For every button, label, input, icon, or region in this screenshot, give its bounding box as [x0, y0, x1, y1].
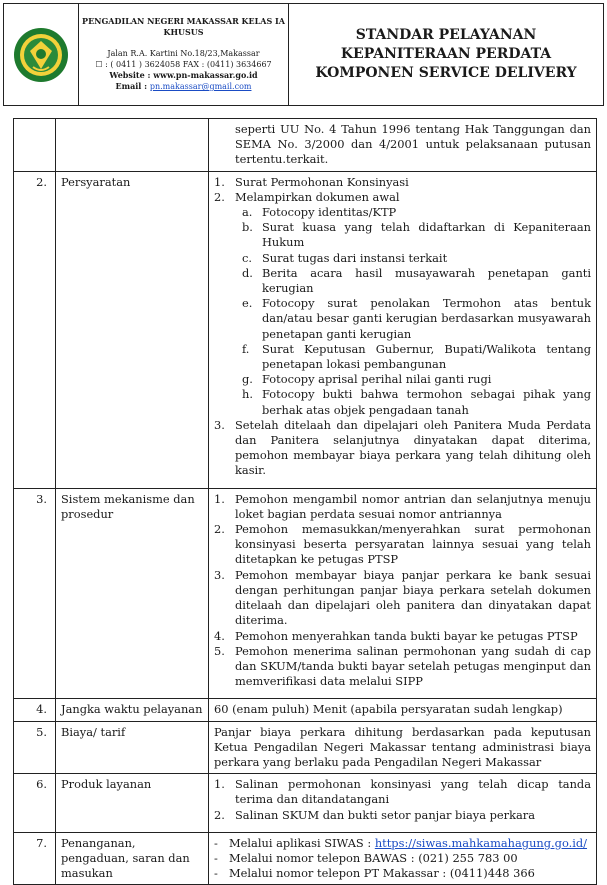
row-content [209, 832, 597, 885]
phone-icon: ☐ [95, 60, 103, 69]
list-marker: - [214, 850, 218, 865]
court-name: PENGADILAN NEGERI MAKASSAR KELAS IA KHUSUS [82, 16, 285, 37]
row-number: 5. [14, 721, 56, 774]
court-address: Jalan R.A. Kartini No.18/23,Makassar [107, 49, 260, 58]
title-line-3: KOMPONEN SERVICE DELIVERY [315, 65, 577, 81]
service-standard-table [13, 118, 597, 885]
title-line-1: STANDAR PELAYANAN [355, 27, 537, 43]
row-label: Jangka waktu pelayanan [56, 699, 209, 721]
continuation-text: seperti UU No. 4 Tahun 1996 tentang Hak Tanggungan dan SEMA No. 3/2000 dan 4/2001 untuk pelaksanaan putusan tertentu.terkait. [235, 122, 591, 167]
list-text: Pemohon menyerahkan tanda bukti bayar ke petugas PTSP [235, 628, 578, 643]
row-content [209, 119, 597, 172]
court-website: Website : www.pn-makassar.go.id [109, 70, 258, 80]
list-text: Salinan SKUM dan bukti setor panjar biaya perkara [235, 807, 536, 822]
row-number: 2. [14, 171, 56, 488]
row-content [209, 488, 597, 699]
sublist-item [214, 342, 591, 372]
list-marker: - [214, 835, 218, 850]
list-marker: b. [242, 220, 253, 235]
row-content: Panjar biaya perkara dihitung berdasarkan pada keputusan Ketua Pengadilan Negeri Makassar tentang administrasi biaya perkara yang berlaku pada Pengadilan Negeri Makassar [209, 721, 597, 774]
complaint-channel-list [214, 836, 591, 882]
list-item [214, 492, 591, 522]
list-text: Pemohon memasukkan/menyerahkan surat permohonan konsinyasi beserta persyaratan lainnya sesuai yang telah ditetapkan ke petugas PTSP [235, 522, 591, 567]
table-row [14, 171, 597, 488]
list-item [214, 522, 591, 568]
list-marker: 1. [214, 777, 225, 792]
product-list [214, 777, 591, 823]
row-number [14, 119, 56, 172]
list-marker: 1. [214, 174, 225, 189]
court-phone [79, 59, 288, 70]
requirements-list [214, 175, 591, 205]
row-label: Biaya/ tarif [56, 721, 209, 774]
list-marker: 4. [214, 628, 225, 643]
list-marker: 2. [214, 807, 225, 822]
sublist-item [214, 266, 591, 296]
list-text: Pemohon membayar biaya panjar perkara ke bank sesuai dengan perhitungan panjar biaya perkara setelah dokumen ditelaah dan dipelajari oleh panitera dan dinyatakan dapat diterima. [235, 567, 591, 628]
list-item [214, 175, 591, 190]
list-marker: 3. [214, 567, 225, 582]
table-row [14, 699, 597, 721]
list-item [214, 568, 591, 629]
list-marker: f. [242, 341, 250, 356]
sublist-item [214, 372, 591, 387]
document-header [3, 3, 604, 106]
table-row [14, 119, 597, 172]
sublist-item [214, 205, 591, 220]
list-text: Surat Keputusan Gubernur, Bupati/Walikota tentang penetapan lokasi pembangunan [262, 341, 591, 372]
list-marker: d. [242, 265, 253, 280]
row-label: Sistem mekanisme dan prosedur [56, 488, 209, 699]
list-marker: 2. [214, 522, 225, 537]
title-line-2: KEPANITERAAN PERDATA [340, 46, 552, 62]
list-item [214, 851, 591, 866]
list-text: Fotocopy surat penolakan Termohon atas bentuk dan/atau besar ganti kerugian berdasarkan musyawarah penetapan ganti kerugian [262, 296, 591, 341]
table-row [14, 832, 597, 885]
row-number: 3. [14, 488, 56, 699]
list-text: Fotocopy aprisal perihal nilai ganti rugi [262, 372, 492, 387]
row-label: Produk layanan [56, 774, 209, 833]
list-text: Surat Permohonan Konsinyasi [235, 174, 409, 189]
list-marker: a. [242, 205, 253, 220]
list-text: Melalui nomor telepon PT Makassar : (0411)448 366 [229, 866, 535, 881]
list-text: Melalui aplikasi SIWAS : [229, 835, 375, 850]
row-label: Persyaratan [56, 171, 209, 488]
list-marker: 5. [214, 643, 225, 658]
list-text: Surat tugas dari instansi terkait [262, 250, 448, 265]
list-marker: h. [242, 387, 253, 402]
row-number: 7. [14, 832, 56, 885]
list-text: Pemohon mengambil nomor antrian dan selanjutnya menuju loket bagian perdata sesuai nomor antriannya [235, 491, 591, 521]
list-item [214, 629, 591, 644]
table-row [14, 721, 597, 774]
list-text: Fotocopy identitas/KTP [262, 205, 397, 220]
list-marker: e. [242, 296, 253, 311]
siwas-link[interactable]: https://siwas.mahkamahagung.go.id/ [374, 835, 588, 850]
list-item [214, 808, 591, 823]
row-content: 60 (enam puluh) Menit (apabila persyaratan sudah lengkap) [209, 699, 597, 721]
document-sublist [214, 205, 591, 418]
sublist-item [214, 220, 591, 250]
list-item [214, 418, 591, 479]
list-item [214, 836, 591, 851]
list-marker: c. [242, 250, 253, 265]
list-item [214, 644, 591, 690]
list-item [214, 777, 591, 807]
row-number: 6. [14, 774, 56, 833]
email-link[interactable]: pn.makassar@gmail.com [149, 82, 252, 91]
row-content [209, 774, 597, 833]
row-label [56, 119, 209, 172]
list-item [214, 866, 591, 881]
table-row [14, 488, 597, 699]
document-title [289, 4, 603, 105]
sublist-item [214, 387, 591, 417]
list-text: Fotocopy bukti bahwa termohon sebagai pihak yang berhak atas objek pengadaan tanah [262, 387, 591, 417]
list-marker: 3. [214, 417, 225, 432]
list-marker: - [214, 866, 218, 881]
phone-text: : ( 0411 ) 3624058 FAX : (0411) 3634667 [105, 60, 272, 69]
list-text: Melalui nomor telepon BAWAS : (021) 255 783 00 [229, 850, 518, 865]
court-email [79, 81, 288, 92]
list-item [214, 190, 591, 205]
logo-cell [4, 4, 79, 105]
list-text: Berita acara hasil musayawarah penetapan ganti kerugian [262, 265, 591, 296]
court-emblem-icon [13, 27, 69, 83]
list-text: Salinan permohonan konsinyasi yang telah dicap tanda terima dan ditandatangani [235, 777, 591, 807]
procedure-list [214, 492, 591, 690]
requirements-list-cont [214, 418, 591, 479]
sublist-item [214, 296, 591, 342]
table-row [14, 774, 597, 833]
list-marker: g. [242, 372, 253, 387]
list-marker: 1. [214, 491, 225, 506]
list-marker: 2. [214, 189, 225, 204]
list-text: Pemohon menerima salinan permohonan yang sudah di cap dan SKUM/tanda bukti bayar setelah petugas menginput dan memverifikasi data melalui SIPP [235, 643, 591, 689]
row-label: Penanganan, pengaduan, saran dan masukan [56, 832, 209, 885]
court-info [79, 4, 289, 105]
row-content [209, 171, 597, 488]
row-number: 4. [14, 699, 56, 721]
email-label: Email : [115, 81, 150, 91]
list-text: Melampirkan dokumen awal [235, 189, 400, 204]
list-text: Surat kuasa yang telah didaftarkan di Kepaniteraan Hukum [262, 220, 591, 250]
sublist-item [214, 251, 591, 266]
list-text: Setelah ditelaah dan dipelajari oleh Panitera Muda Perdata dan Panitera selanjutnya dinyatakan dapat diterima, pemohon membayar biaya perkara yang telah dihitung oleh kasir. [235, 417, 591, 478]
